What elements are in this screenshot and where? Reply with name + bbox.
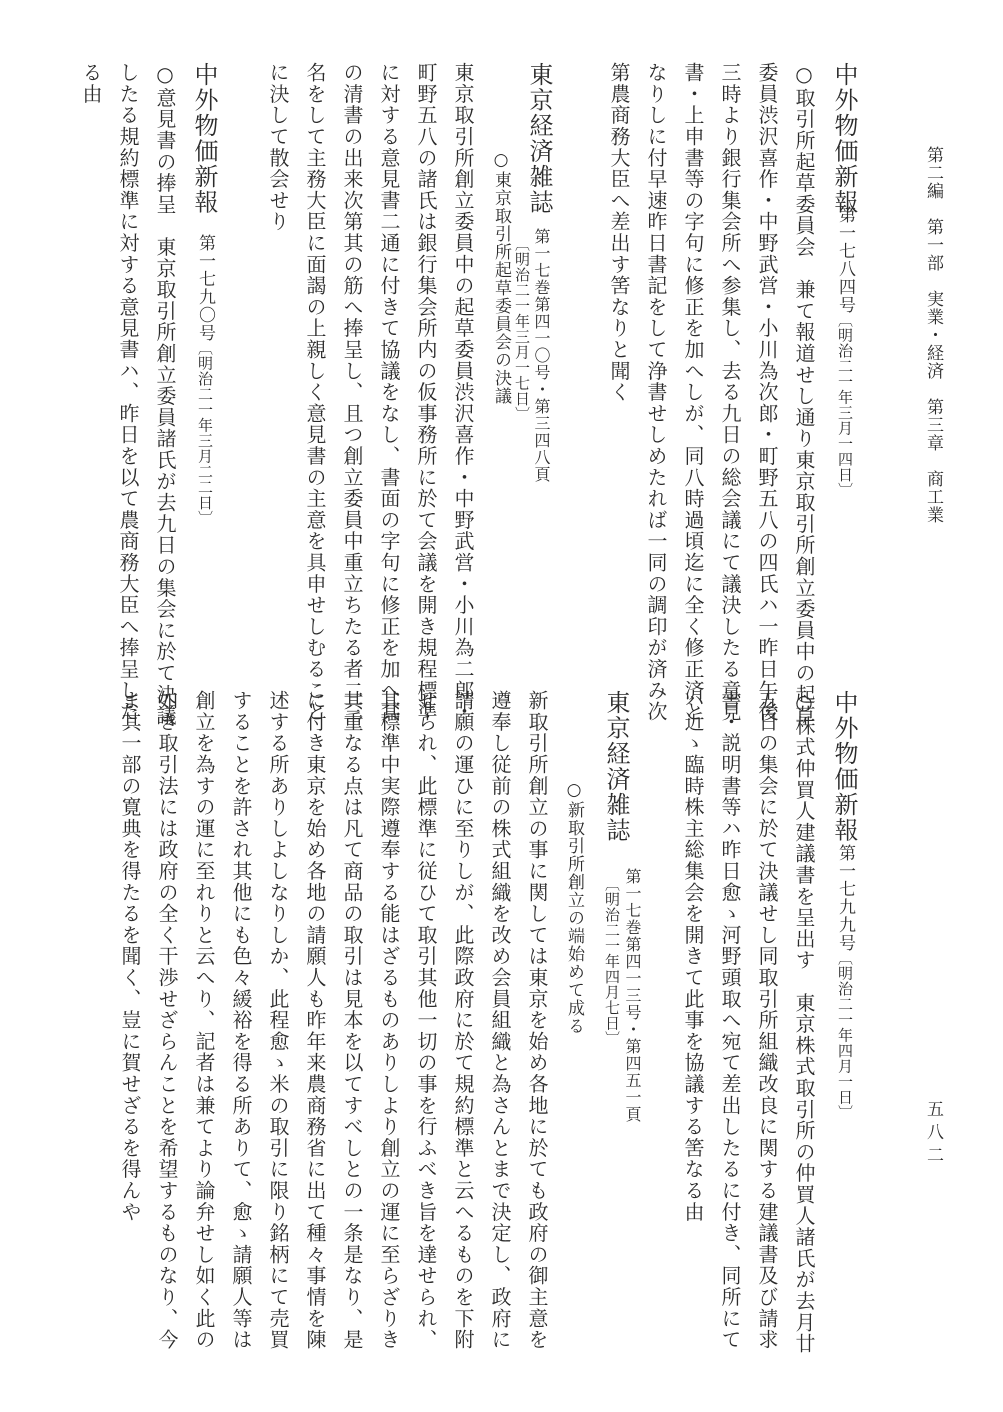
article-date: 〔明治二一年三月二二日〕	[196, 340, 214, 526]
article-date: 〔明治二一年四月七日〕	[603, 876, 621, 1047]
running-header: 第二編 第一部 実業・経済 第三章 商工業	[923, 146, 943, 524]
body-line: ○意見書の捧呈 東京取引所創立委員諸氏が去九日の集会に於て決議	[153, 62, 177, 727]
body-line: 五日の集会に於て決議せし同取引所組織改良に関する建議書及び請求	[755, 690, 779, 1351]
article-title: 中外物価新報	[190, 62, 218, 215]
article-title: 中外物価新報	[830, 62, 858, 215]
body-line: ま其一部の寛典を得たるを聞く、豈に賀せざるを得んや	[118, 690, 142, 1223]
body-line: ○取引所起草委員会 兼て報道せし通り東京取引所創立委員中の起草	[792, 62, 816, 727]
body-line: 請願の運ひに至りしが、此際政府に於て規約標準と云へるものを下附	[451, 690, 475, 1351]
body-line: なりしに付早速昨日書記をして浄書せしめたれば一同の調印が済み次	[644, 62, 668, 723]
body-line: 其重なる点は凡て商品の取引は見本を以てすべしとの一条是なり、是	[340, 690, 364, 1351]
article-date: 〔明治二一年三月一七日〕	[513, 236, 531, 422]
body-line: 委員渋沢喜作・中野武営・小川為次郎・町野五八の四氏ハ一昨日午後	[755, 62, 779, 723]
body-line: 述する所ありしよしなりしか、此程愈ゝ米の取引に限り銘柄にて売買	[266, 690, 290, 1351]
body-line: の清書の出来次第其の筋へ捧呈し、且つ創立委員中重立ちたる者二三	[340, 62, 364, 723]
article-issue: 第一七九〇号	[195, 234, 215, 342]
body-line: 町野五八の諸氏は銀行集会所内の仮事務所に於て会議を開き規程標準	[414, 62, 438, 723]
body-line: 新取引所創立の事に関しては東京を始め各地に於ても政府の御主意を	[525, 690, 549, 1351]
body-line: 第農商務大臣へ差出す筈なりと聞く	[607, 62, 631, 403]
body-line: 創立を為すの運に至れりと云へり、記者は兼てより論弁せし如く此の	[192, 690, 216, 1351]
body-line: 東京取引所創立委員中の起草委員渋沢喜作・中野武営・小川為二郎・	[451, 62, 475, 723]
article-issue: 第一七巻第四一〇号・第三四八頁	[532, 228, 551, 483]
body-line: 其標準中実際遵奉する能はざるものありしより創立の運に至らざりき	[377, 690, 401, 1351]
article-subhead: ○新取引所創立の端始めて成る	[564, 780, 584, 1035]
article-date: 〔明治二一年三月一四日〕	[836, 312, 854, 498]
body-line: 書・上申書等の字句に修正を加へしが、同八時過頃迄に全く修正済と	[681, 62, 705, 723]
page-number: 五八二	[923, 1100, 943, 1169]
article-title: 中外物価新報	[830, 690, 858, 843]
article-date: 〔明治二一年四月一日〕	[836, 950, 854, 1121]
body-line: したる規約標準に対する意見書ハ、昨日を以て農商務大臣へ捧呈した	[116, 62, 140, 723]
article-issue: 第一七巻第四一三号・第四五一頁	[623, 868, 642, 1123]
body-line: に対する意見書二通に付きて協議をなし、書面の字句に修正を加へ其	[377, 62, 401, 723]
body-line: せられ、此標準に従ひて取引其他一切の事を行ふべき旨を達せられ、	[414, 690, 438, 1351]
article-title: 東京経済雑誌	[525, 62, 553, 215]
body-line: る由	[79, 62, 103, 105]
body-line: ○株式仲買人建議書を呈出す 東京株式取引所の仲買人諸氏が去月廿	[792, 690, 816, 1355]
article-title: 東京経済雑誌	[602, 690, 630, 843]
body-line: 名をして主務大臣に面謁の上親しく意見書の主意を具申せしむること	[303, 62, 327, 723]
article-subhead: ○東京取引所起草委員会の決議	[491, 150, 511, 405]
body-line: に付き東京を始め各地の請願人も昨年来農商務省に出て種々事情を陳	[303, 690, 327, 1351]
body-line: に決して散会せり	[266, 62, 290, 233]
body-line: することを許され其他にも色々緩裕を得る所ありて、愈ゝ請願人等は	[229, 690, 253, 1351]
body-line: 三時より銀行集会所へ参集し、去る九日の総会議にて議決したる意見	[718, 62, 742, 723]
body-line: 如き取引法には政府の全く干渉せざらんことを希望するものなり、今	[155, 690, 179, 1351]
body-line: 遵奉し従前の株式組織を改め会員組織と為さんとまで決定し、政府に	[488, 690, 512, 1351]
body-line: 書・説明書等ハ昨日愈ゝ河野頭取へ宛て差出したるに付き、同所にて	[718, 690, 742, 1351]
article-issue: 第一七八四号	[835, 206, 855, 314]
article-issue: 第一七九九号	[835, 844, 855, 952]
body-line: ハ近ゝ臨時株主総集会を開きて此事を協議する筈なる由	[681, 690, 705, 1223]
